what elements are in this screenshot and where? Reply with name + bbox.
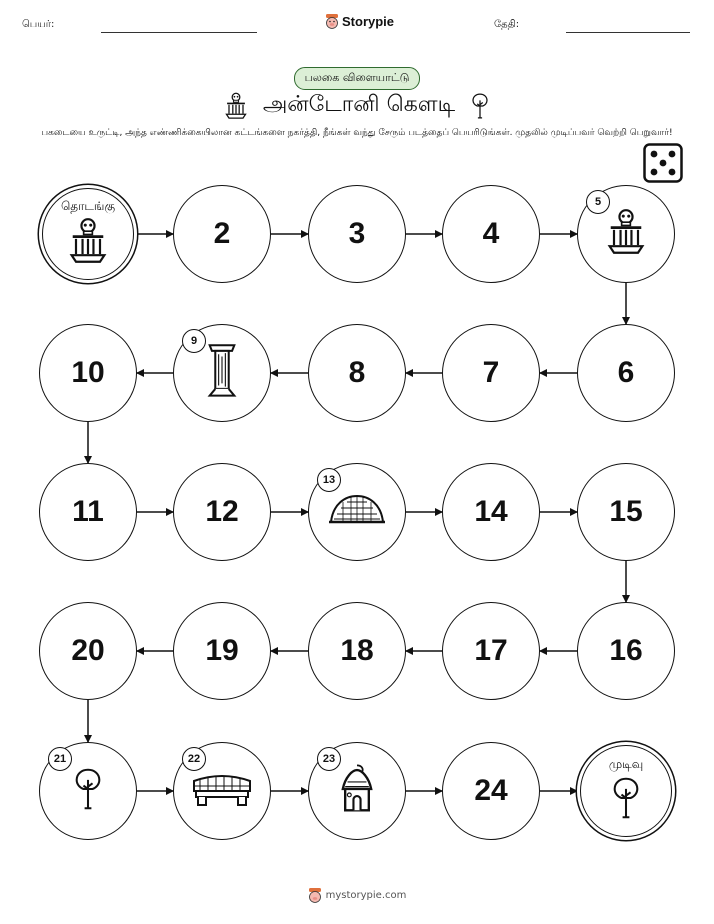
pig-mascot-icon [308, 887, 322, 903]
cell-number-badge: 22 [182, 747, 206, 771]
date-label: தேதி: [494, 19, 520, 30]
cell-number: 7 [482, 356, 500, 389]
cell-number: 14 [474, 495, 508, 528]
cell-number: 2 [213, 217, 231, 250]
cell-number: 8 [348, 356, 366, 389]
board-cell-14 [442, 463, 540, 561]
category-pill: பலகை விளையாட்டு [294, 67, 420, 90]
board-cell-12 [173, 463, 271, 561]
cell-number: 3 [348, 217, 366, 250]
scaled-dome-icon [327, 492, 387, 532]
board-cell-11 [39, 463, 137, 561]
board-cell-17 [442, 602, 540, 700]
board-cell-10 [39, 324, 137, 422]
board-cell-6 [577, 324, 675, 422]
board-cell-7 [442, 324, 540, 422]
start-label: தொடங்கு [60, 199, 116, 213]
cell-number: 20 [71, 634, 105, 667]
board-cell-1 [42, 188, 134, 280]
cell-number-badge: 9 [182, 329, 206, 353]
cell-number: 16 [609, 634, 643, 667]
cell-number: 24 [474, 774, 508, 807]
cell-number-badge: 21 [48, 747, 72, 771]
page-title: அன்டோனி கௌடி [262, 92, 456, 117]
board-cell-18 [308, 602, 406, 700]
board-cell-3 [308, 185, 406, 283]
footer-url[interactable]: mystorypie.com [325, 889, 407, 901]
cell-number: 12 [205, 495, 239, 528]
cell-number: 4 [482, 217, 500, 250]
finish-label: முடிவு [608, 757, 644, 771]
board-cell-8 [308, 324, 406, 422]
logo-text: Storypie [342, 13, 395, 29]
cell-number-badge: 13 [317, 468, 341, 492]
cell-number: 17 [474, 634, 508, 667]
board-cell-4 [442, 185, 540, 283]
balcony-skull-icon [604, 208, 648, 260]
tree-icon [609, 775, 643, 825]
board-cell-25 [580, 745, 672, 837]
board-cell-20 [39, 602, 137, 700]
cell-number: 10 [71, 356, 105, 389]
name-label: பெயர்: [22, 19, 55, 30]
cell-number: 15 [609, 495, 643, 528]
cell-number: 11 [72, 495, 104, 528]
gingerbread-house-icon [333, 763, 381, 819]
cell-number-badge: 5 [586, 190, 610, 214]
board-cell-2 [173, 185, 271, 283]
instructions-text: பகடையை உருட்டி, அந்த எண்ணிக்கையிலான கட்டங்களை நகர்த்தி, நீங்கள் வந்து சேரும் படத்தைப் பெயரிடுங்கள். முதலில் முடிப்பவர் வெற்றி பெறுவார்! [41, 128, 673, 138]
balcony-skull-icon [66, 217, 110, 269]
cell-number: 18 [340, 634, 374, 667]
board-cell-19 [173, 602, 271, 700]
tree-icon [71, 766, 105, 816]
cell-number-badge: 23 [317, 747, 341, 771]
board-cell-15 [577, 463, 675, 561]
board-cell-24 [442, 742, 540, 840]
mosaic-bench-icon [190, 771, 254, 811]
footer [0, 887, 714, 903]
column-icon [204, 343, 240, 403]
board-cell-16 [577, 602, 675, 700]
cell-number: 19 [205, 634, 239, 667]
cell-number: 6 [617, 356, 635, 389]
